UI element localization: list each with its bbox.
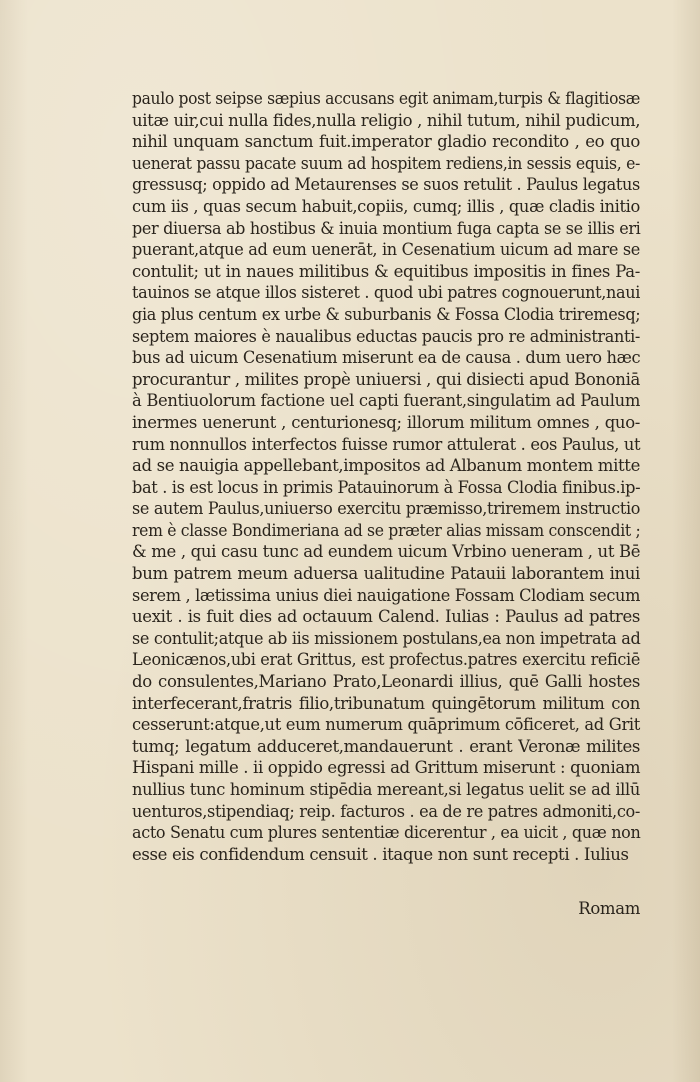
text-line: bum patrem meum aduersa ualitudine Patauii laborantem inui [132,564,640,584]
catchword: Romam [578,899,640,918]
text-line: à Bentiuolorum factione uel capti fuerant,singulatim ad Paulum [132,391,641,411]
text-line: tumq; legatum adduceret,mandauerunt . erant Veronæ milites [132,736,640,756]
text-line: septem maiores è naualibus eductas paucis pro re administranti- [132,326,641,346]
text-line: cum iis , quas secum habuit,copiis, cumq; illis , quæ cladis initio [132,196,640,216]
text-line: cesserunt:atque,ut eum numerum quāprimum cōficeret, ad Grit [132,715,640,735]
text-line: do consulentes,Mariano Prato,Leonardi illius, quē Galli hostes [132,672,640,692]
text-line: nihil unquam sanctum fuit.imperator gladio recondito , eo quo [132,132,640,152]
text-line: serem , lætissima unius diei nauigatione Fossam Clodiam secum [132,585,641,605]
text-block [132,88,640,865]
text-line: Hispani mille . ii oppido egressi ad Grittum miserunt : quoniam [132,758,641,778]
text-line: uenerat passu pacate suum ad hospitem rediens,in sessis equis, e- [132,153,640,173]
text-line: interfecerant,fratris filio,tribunatum quingētorum militum con [132,693,640,713]
text-line: ad se nauigia appellebant,impositos ad Albanum montem mitte [132,456,640,476]
text-line: per diuersa ab hostibus & inuia montium fuga capta se se illis eri [132,218,641,238]
text-line: uenturos,stipendiaq; reip. facturos . ea de re patres admoniti,co- [132,801,641,821]
text-line: gia plus centum ex urbe & suburbanis & Fossa Clodia triremesq; [132,304,641,324]
text-line: esse eis confidendum censuit . itaque non sunt recepti . Iulius [132,844,629,864]
text-line: bus ad uicum Cesenatium miserunt ea de causa . dum uero hæc [132,348,641,368]
text-line: uitæ uir,cui nulla fides,nulla religio , nihil tutum, nihil pudicum, [132,110,641,130]
text-line: gressusq; oppido ad Metaurenses se suos retulit . Paulus legatus [132,175,640,195]
text-line: contulit; ut in naues militibus & equitibus impositis in fines Pa- [132,261,640,281]
text-line: procurantur , milites propè uniuersi , qui disiecti apud Bononiā [132,369,640,389]
text-line: inermes uenerunt , centurionesq; illorum militum omnes , quo- [132,412,640,432]
text-line: rum nonnullos interfectos fuisse rumor attulerat . eos Paulus, ut [132,434,641,454]
text-line: & me , qui casu tunc ad eundem uicum Vrbino ueneram , ut Bē [132,542,641,562]
text-line: Leonicænos,ubi erat Grittus, est profectus.patres exercitu reficiē [132,650,640,670]
text-line: se autem Paulus,uniuerso exercitu præmisso,triremem instructio [132,499,641,519]
text-line: nullius tunc hominum stipēdia mereant,si legatus uelit se ad illū [132,780,641,799]
text-line: puerant,atque ad eum uenerāt, in Cesenatium uicum ad mare se [132,240,640,260]
text-line: se contulit;atque ab iis missionem postulans,ea non impetrata ad [132,628,641,648]
text-line: uexit . is fuit dies ad octauum Calend. Iulias : Paulus ad patres [132,607,640,627]
text-line: tauinos se atque illos sisteret . quod ubi patres cognouerunt,naui [132,283,640,303]
text-line: acto Senatu cum plures sententiæ dicerentur , ea uicit , quæ non [132,823,641,843]
text-line: bat . is est locus in primis Patauinorum à Fossa Clodia finibus.ip- [132,477,641,497]
text-line: paulo post seipse sæpius accusans egit animam,turpis & flagitiosæ [132,89,640,108]
text-line: rem è classe Bondimeriana ad se præter alias missam conscendit ; [132,520,641,540]
